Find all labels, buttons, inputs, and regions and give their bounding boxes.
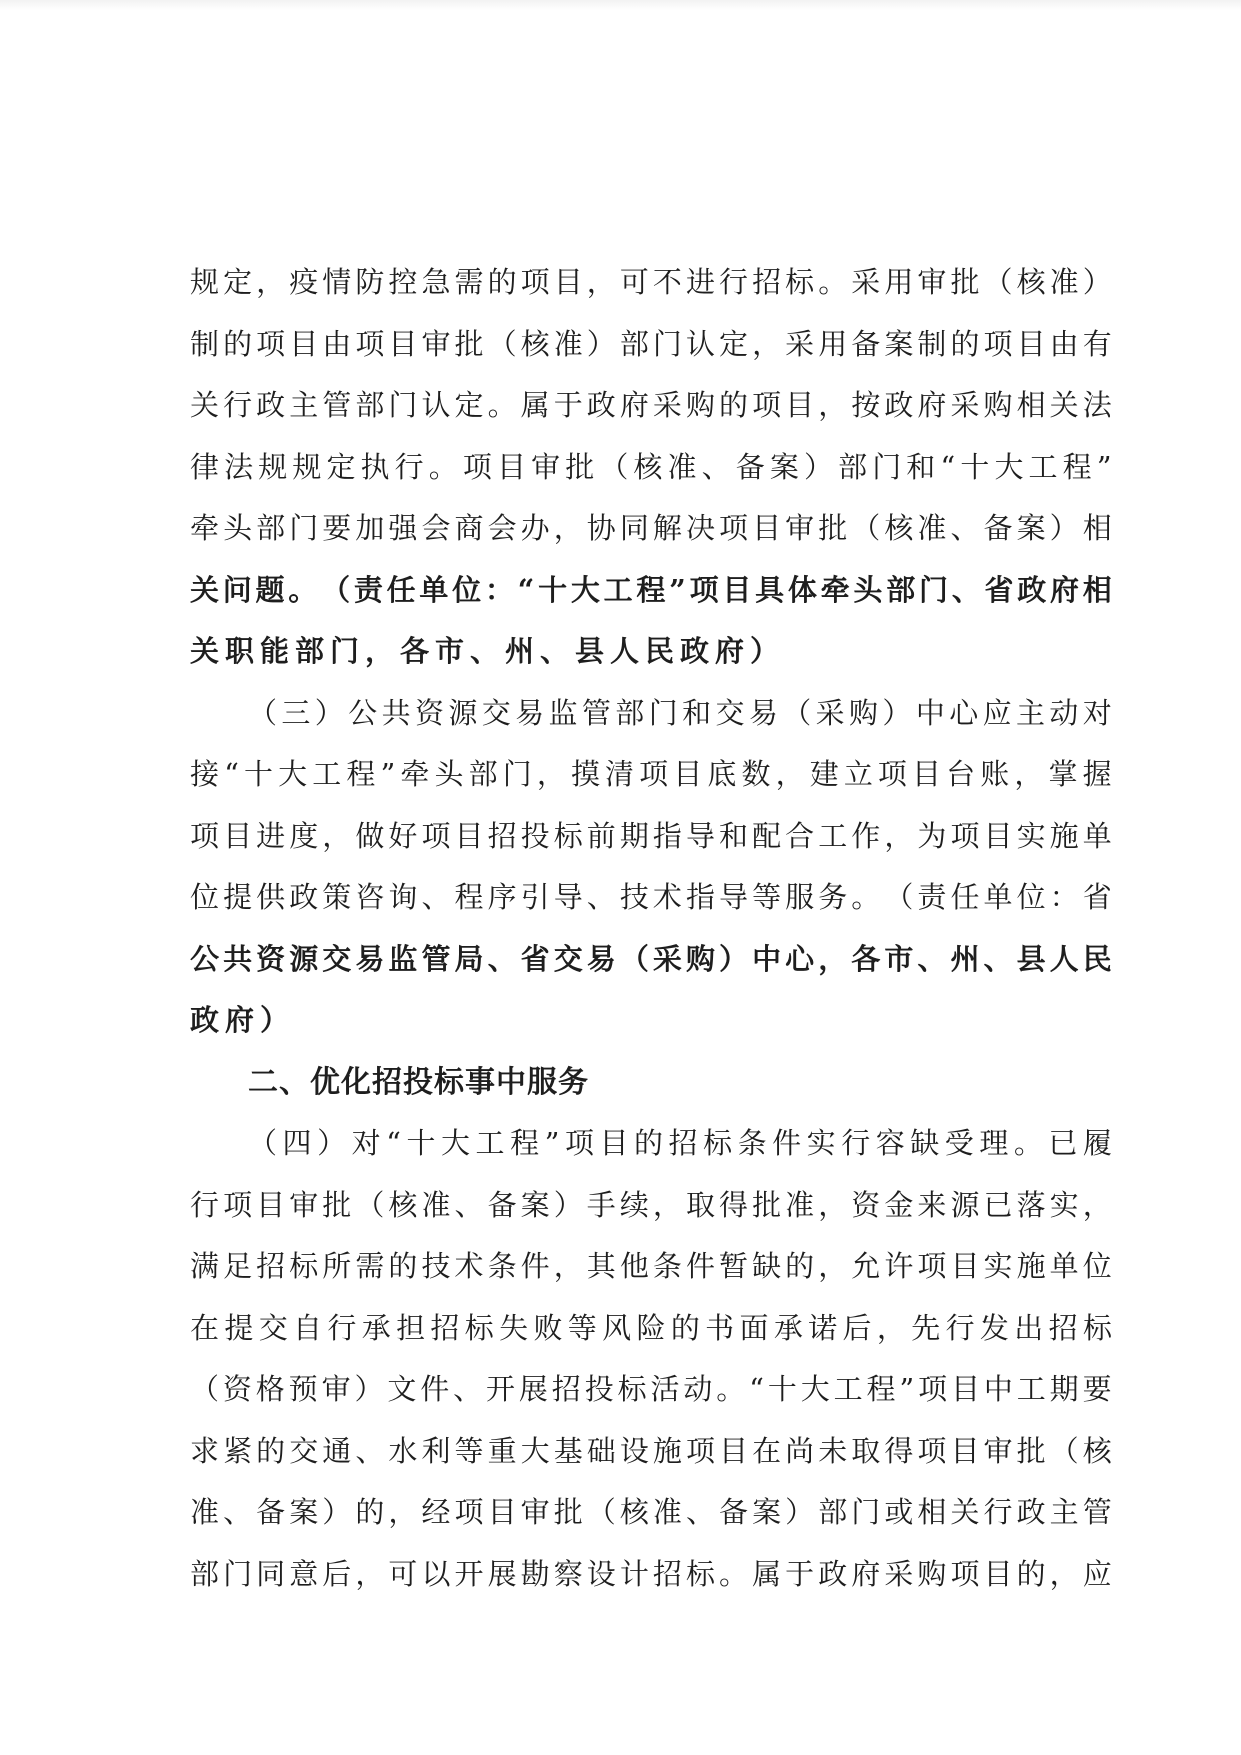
text-line: 行 项 目 审 批 （ 核 准 、 备 案 ） 手 续 ， 取 得 批 准 ， 资 金 来 源 已 落 实 ， <box>190 1187 1112 1222</box>
text-line: 准 、 备 案 ） 的 ， 经 项 目 审 批 （ 核 准 、 备 案 ） 部 门 或 相 关 行 政 主 管 <box>190 1495 1112 1529</box>
text-line: 求 紧 的 交 通 、 水 利 等 重 大 基 础 设 施 项 目 在 尚 未 取 得 项 目 审 批 （ 核 <box>190 1433 1112 1468</box>
text-line: 在 提 交 自 行 承 担 招 标 失 败 等 风 险 的 书 面 承 诺 后 ， 先 行 发 出 招 标 <box>190 1310 1112 1345</box>
text-line: 满 足 招 标 所 需 的 技 术 条 件 ， 其 他 条 件 暂 缺 的 ， 允 许 项 目 实 施 单 位 <box>190 1249 1112 1283</box>
text-line: 政府） <box>190 1003 296 1037</box>
text-line: 关 问 题 。 （ 责 任 单 位 ： “ 十 大 工 程 ” 项 目 具 体 牵 头 部 门 、 省 政 府 相 <box>190 572 1112 607</box>
text-line: 牵 头 部 门 要 加 强 会 商 会 办 ， 协 同 解 决 项 目 审 批 （ 核 准 、 备 案 ） 相 <box>190 511 1112 545</box>
text-line: 项 目 进 度 ， 做 好 项 目 招 投 标 前 期 指 导 和 配 合 工 作 ， 为 项 目 实 施 单 <box>190 818 1112 853</box>
text-line: 公 共 资 源 交 易 监 管 局 、 省 交 易 （ 采 购 ） 中 心 ， 各 市 、 州 、 县 人 民 <box>190 941 1112 976</box>
text-line: 关职能部门，各市、州、县人民政府） <box>190 634 786 668</box>
text-line: 制 的 项 目 由 项 目 审 批 （ 核 准 ） 部 门 认 定 ， 采 用 备 案 制 的 项 目 由 有 <box>190 326 1112 361</box>
section-heading: 二、优化招投标事中服务 <box>248 1064 589 1100</box>
text-line: 接 “ 十 大 工 程 ” 牵 头 部 门 ， 摸 清 项 目 底 数 ， 建 立 项 目 台 账 ， 掌 握 <box>190 757 1112 791</box>
document-body <box>190 252 1112 1605</box>
text-line: （ 三 ） 公 共 资 源 交 易 监 管 部 门 和 交 易 （ 采 购 ） 中 心 应 主 动 对 <box>248 695 1112 730</box>
text-line: 位 提 供 政 策 咨 询 、 程 序 引 导 、 技 术 指 导 等 服 务 。 （ 责 任 单 位 ： 省 <box>190 880 1112 914</box>
text-line: 规 定 ， 疫 情 防 控 急 需 的 项 目 ， 可 不 进 行 招 标 。 采 用 审 批 （ 核 准 ） <box>190 265 1112 299</box>
text-line: （ 资 格 预 审 ） 文 件 、 开 展 招 投 标 活 动 。 “ 十 大 工 程 ” 项 目 中 工 期 要 <box>190 1372 1112 1406</box>
text-line: （ 四 ） 对 “ 十 大 工 程 ” 项 目 的 招 标 条 件 实 行 容 缺 受 理 。 已 履 <box>248 1126 1112 1160</box>
scan-edge <box>0 0 1241 10</box>
text-line: 律 法 规 规 定 执 行 。 项 目 审 批 （ 核 准 、 备 案 ） 部 门 和 “ 十 大 工 程 ” <box>190 449 1112 484</box>
text-line: 部 门 同 意 后 ， 可 以 开 展 勘 察 设 计 招 标 。 属 于 政 府 采 购 项 目 的 ， 应 <box>190 1556 1112 1591</box>
text-line: 关 行 政 主 管 部 门 认 定 。 属 于 政 府 采 购 的 项 目 ， 按 政 府 采 购 相 关 法 <box>190 388 1112 422</box>
